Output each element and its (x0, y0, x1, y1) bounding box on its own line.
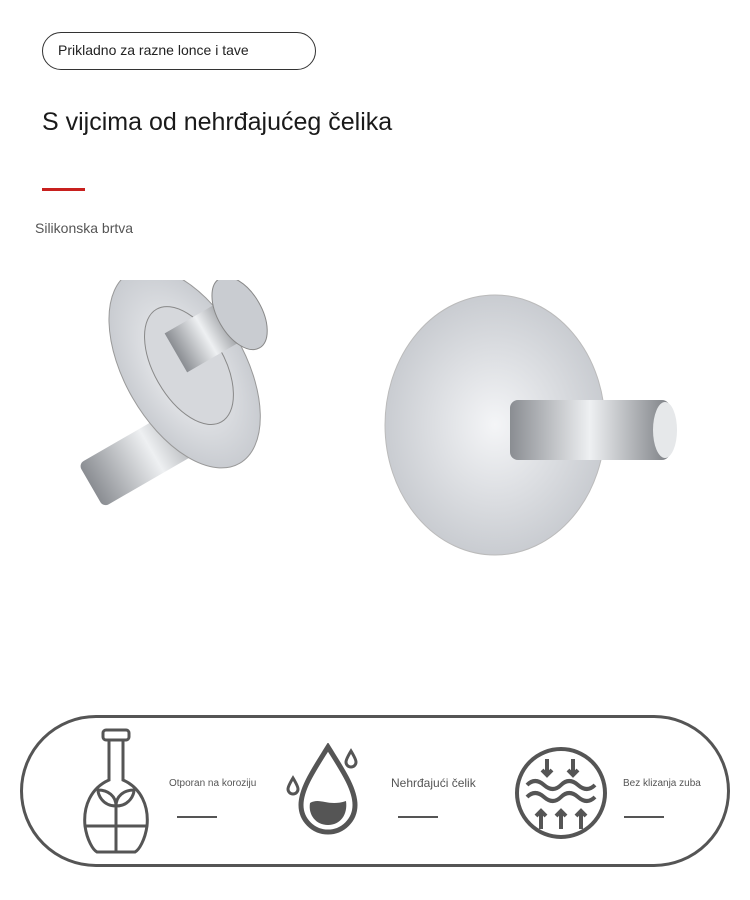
anti-slip-icon (513, 745, 609, 841)
feature-divider (398, 816, 438, 818)
feature-label: Otporan na koroziju (169, 778, 257, 789)
feature-label: Bez klizanja zuba (623, 778, 701, 789)
features-panel (20, 715, 730, 867)
accent-divider (42, 188, 85, 191)
category-pill: Prikladno za razne lonce i tave (42, 32, 316, 70)
subtitle: Silikonska brtva (35, 220, 134, 236)
page-title: S vijcima od nehrđajućeg čelika (42, 108, 393, 136)
flask-plant-icon (81, 726, 151, 856)
water-drop-icon (285, 743, 365, 843)
screws-product-image (60, 280, 700, 600)
feature-divider (177, 816, 217, 818)
feature-divider (624, 816, 664, 818)
feature-label: Nehrđajući čelik (391, 776, 476, 790)
